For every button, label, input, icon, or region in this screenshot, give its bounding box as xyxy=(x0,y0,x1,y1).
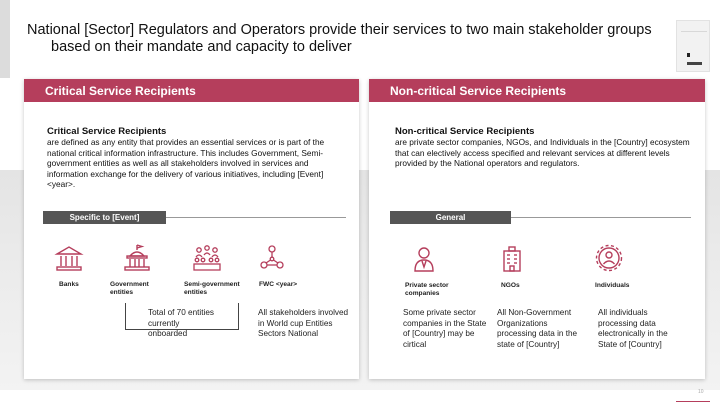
left-accent-bar xyxy=(0,0,10,78)
note-text: Total of 70 entities currently onboarded xyxy=(148,308,214,339)
category-tag: Specific to [Event] xyxy=(43,211,166,224)
person-gear-icon xyxy=(594,243,624,273)
note-text: All individuals processing data electronically in the State of [Country] xyxy=(598,308,668,349)
government-building-icon xyxy=(122,243,152,273)
card-header: Non-critical Service Recipients xyxy=(369,79,705,102)
network-icon xyxy=(257,243,287,273)
card-header: Critical Service Recipients xyxy=(24,79,359,102)
slide-title-line-2: based on their mandate and capacity to deliver xyxy=(51,39,352,55)
card-description: are defined as any entity that provides an essential services or is part of the national critical information infrastructure. This includes Government, Semi-government entities as well as all stakeholders involved in services and information exchange for the delivery of various initiatives, including [Event] <year>. xyxy=(47,137,325,190)
item-label: NGOs xyxy=(501,282,520,289)
note-text: All stakeholders involved in World cup Entities Sectors National xyxy=(258,308,349,339)
slide-title-line-1: National [Sector] Regulators and Operators provide their services to two main stakeholder groups xyxy=(27,22,652,38)
note-text: Some private sector companies in the State of [Country] may be cirtical xyxy=(403,308,487,349)
page-accent-line xyxy=(676,401,710,402)
critical-recipients-card xyxy=(24,79,359,379)
card-title: Non-critical Service Recipients xyxy=(395,126,535,137)
page-number: 10 xyxy=(698,389,704,395)
card-title: Critical Service Recipients xyxy=(47,126,167,137)
item-label: Government entities xyxy=(110,281,149,297)
item-label: Semi-government entities xyxy=(184,281,240,297)
card-description: are private sector companies, NGOs, and Individuals in the [Country] ecosystem that can electively access specified and relevant services at different levels provided by the National operators and regulators. xyxy=(395,137,690,169)
note-text: All Non-Government Organizations processing data in the state of [Country] xyxy=(497,308,578,349)
item-label: FWC <year> xyxy=(259,281,298,288)
category-tag: General xyxy=(390,211,511,224)
slide-thumbnail xyxy=(676,20,710,72)
item-label: Individuals xyxy=(595,282,630,289)
slide-title xyxy=(27,22,667,56)
item-label: Banks xyxy=(59,281,79,288)
office-building-icon xyxy=(497,244,527,274)
item-label: Private sector companies xyxy=(405,282,449,298)
noncritical-recipients-card xyxy=(369,79,705,379)
divider xyxy=(166,217,346,218)
divider xyxy=(511,217,691,218)
bank-icon xyxy=(54,243,84,273)
business-person-icon xyxy=(409,244,439,274)
people-group-icon xyxy=(192,243,222,273)
